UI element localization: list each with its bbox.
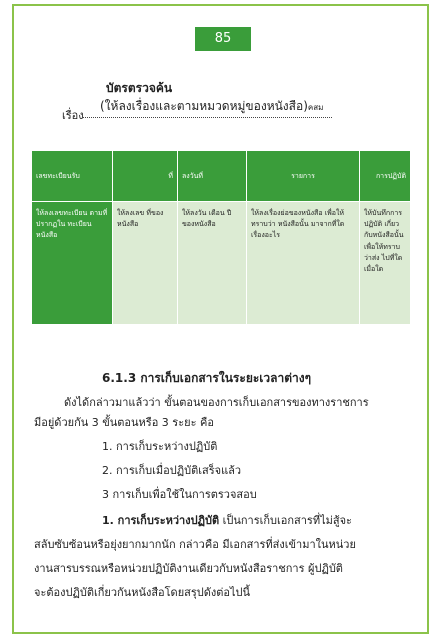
- table-row: [32, 202, 411, 325]
- col-header: รายการ: [247, 151, 360, 202]
- subject-line: [82, 117, 332, 118]
- paragraph-text: เป็นการเก็บเอกสารที่ไม่สู้จะ: [219, 514, 352, 527]
- intro-line: มีอยู่ด้วยกัน 3 ขั้นตอนหรือ 3 ระยะ คือ: [34, 416, 214, 429]
- table-cell: ให้ลงเลข ที่ของ หนังสือ: [113, 202, 178, 325]
- list-item: 3 การเก็บเพื่อใช้ในการตรวจสอบ: [102, 488, 257, 501]
- table-cell: ให้ลงวัน เดือน ปี ของหนังสือ: [178, 202, 247, 325]
- paragraph-line: งานสารบรรณหรือหน่วยปฏิบัติงานเดียวกับหนังสือราชการ ผู้ปฏิบัติ: [34, 562, 343, 575]
- index-card-table: [31, 150, 411, 320]
- card-table: [31, 150, 411, 325]
- col-header: ลงวันที่: [178, 151, 247, 202]
- subject-text: [100, 97, 323, 116]
- table-cell: ให้ลงเรื่องย่อของหนังสือ เพื่อให้ทราบว่า หนังสือนั้น มาจากที่ใด เรื่องอะไร: [247, 202, 360, 325]
- paragraph-bold: 1. การเก็บระหว่างปฏิบัติ: [102, 514, 220, 527]
- section-heading: 6.1.3 การเก็บเอกสารในระยะเวลาต่างๆ: [102, 371, 312, 385]
- col-header: การปฏิบัติ: [360, 151, 411, 202]
- subject-value: (ให้ลงเรื่องและตามหมวดหมู่ของหนังสือ): [100, 99, 308, 113]
- table-header-row: [32, 151, 411, 202]
- col-header: เลขทะเบียนรับ: [32, 151, 113, 202]
- list-item: 1. การเก็บระหว่างปฏิบัติ: [102, 440, 218, 453]
- subject-suffix: คสม: [307, 103, 324, 112]
- paragraph-line: จะต้องปฏิบัติเกี่ยวกันหนังสือโดยสรุปดังต่อไปนี้: [34, 586, 251, 599]
- table-cell: ให้ลงเลขทะเบียน ตามที่ปรากฏใน ทะเบียนหนังสือ: [32, 202, 113, 325]
- list-item: 2. การเก็บเมื่อปฏิบัติเสร็จแล้ว: [102, 464, 242, 477]
- col-header: ที่: [113, 151, 178, 202]
- page-number: 85: [195, 27, 251, 51]
- subject-label: เรื่อง: [62, 109, 84, 122]
- card-title: บัตรตรวจค้น: [106, 81, 173, 95]
- paragraph-line: [102, 512, 352, 530]
- table-cell: ให้บันทึกการปฏิบัติ เกี่ยวกับหนังสือนั้น เพื่อให้ทราบว่าส่ง ไปที่ใด เมื่อใด: [360, 202, 411, 325]
- intro-line: ดังได้กล่าวมาแล้วว่า ขั้นตอนของการเก็บเอกสารของทางราชการ: [64, 396, 369, 409]
- paragraph-line: สลับซับซ้อนหรือยุ่งยากมากนัก กล่าวคือ มีเอกสารที่ส่งเข้ามาในหน่วย: [34, 538, 356, 551]
